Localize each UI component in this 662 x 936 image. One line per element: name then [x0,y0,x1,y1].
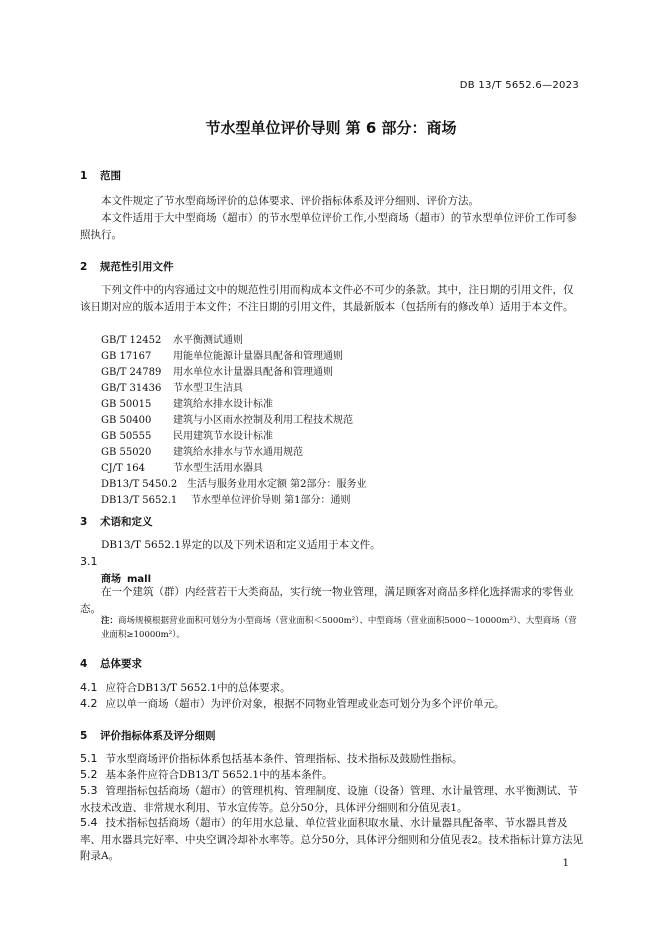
paragraph: 本文件规定了节水型商场评价的总体要求、评价指标体系及评分细则、评价方法。 [101,195,479,207]
reference-name: 建筑给水排水设计标准 [173,399,273,410]
reference-item [101,491,351,506]
section-number: 5 [80,730,88,742]
paragraph: DB13/T 5652.1界定的以及下列术语和定义适用于本文件。 [101,539,381,551]
clause-number: 5.2 [80,768,98,781]
section-title: 规范性引用文件 [100,261,174,273]
reference-name: 水平衡测试通则 [173,335,243,346]
clause-number: 4.2 [80,697,98,710]
term-chinese: 商场 [101,574,121,585]
reference-item [101,363,333,378]
section-number: 4 [80,658,88,670]
clause [80,680,585,697]
term-definition: 在一个建筑（群）内经营若干大类商品，实行统一物业管理，满足顾客对商品多样化选择需求的零售业态。 [80,586,574,615]
section-number: 2 [80,261,88,273]
clause-number: 4.1 [80,681,98,694]
section-number: 1 [80,170,88,182]
term-heading [101,570,151,585]
clause-number: 5.3 [80,784,98,797]
reference-code: DB13/T 5450.2 [101,479,178,490]
reference-name: 民用建筑节水设计标准 [173,431,273,442]
clause-number: 3.1 [80,555,98,568]
reference-item [101,395,273,410]
reference-code: DB13/T 5652.1 [101,495,178,506]
term-english: mall [127,574,152,585]
clause-text: 节水型商场评价指标体系包括基本条件、管理指标、技术指标及鼓励性指标。 [105,753,463,765]
reference-code: GB 17167 [101,351,152,362]
reference-code: GB/T 31436 [101,383,162,394]
section-heading-4 [80,656,142,671]
note-text: 商场规模根据营业面积可划分为小型商场（营业面积＜5000m²）、中型商场（营业面积5000～10000m²）、大型商场（营业面积≥10000m²）。 [101,616,577,640]
reference-item [101,475,367,490]
section-heading-5 [80,728,216,743]
clause-text: 应以单一商场（超市）为评价对象，根据不同物业管理或业态可划分为多个评价单元。 [105,698,505,710]
clause-text: 应符合DB13/T 5652.1中的总体要求。 [105,682,291,694]
reference-item [101,459,263,474]
reference-code: GB/T 12452 [101,335,162,346]
reference-name: 节水型单位评价导则 第1部分：通则 [191,495,351,506]
clause [80,783,585,816]
clause [80,696,585,713]
document-title: 节水型单位评价导则 第 6 部分：商场 [205,119,457,137]
term-number [80,554,585,571]
section-title: 总体要求 [100,658,142,670]
reference-item [101,443,303,458]
reference-name: 用能单位能源计量器具配备和管理通则 [173,351,343,362]
clause-text: 管理指标包括商场（超市）的管理机构、管理制度、设施（设备）管理、水计量管理、水平衡测试、节水技术改造、非常规水利用、节水宣传等。总分50分，具体评分细则和分值见表1。 [80,785,578,814]
page-number: 1 [562,858,569,869]
clause-text: 技术指标包括商场（超市）的年用水总量、单位营业面积取水量、水计量器具配备率、节水器具普及率、用水器具完好率、中央空调冷却补水率等。总分50分，具体评分细则和分值见表2。技术指标计算方法见附录A。 [80,817,584,862]
section-title: 术语和定义 [100,516,153,528]
clause-number: 5.1 [80,752,98,765]
reference-item [101,347,343,362]
reference-item [101,331,243,346]
reference-code: GB 50555 [101,431,152,442]
note [101,614,581,642]
section-title: 范围 [100,170,121,182]
reference-code: GB/T 24789 [101,367,162,378]
reference-item [101,411,353,426]
section-title: 评价指标体系及评分细则 [100,730,216,742]
reference-item [101,427,273,442]
reference-name: 节水型生活用水器具 [173,463,263,474]
reference-code: GB 50015 [101,399,152,410]
reference-name: 建筑与小区雨水控制及利用工程技术规范 [173,415,353,426]
section-number: 3 [80,516,88,528]
note-label: 注： [101,616,119,626]
reference-name: 生活与服务业用水定额 第2部分：服务业 [187,479,367,490]
paragraph: 下列文件中的内容通过文中的规范性引用而构成本文件必不可少的条款。其中，注日期的引用文件，仅该日期对应的版本适用于本文件；不注日期的引用文件，其最新版本（包括所有的修改单）适用于本文件。 [80,284,574,313]
reference-code: GB 55020 [101,447,152,458]
reference-name: 用水单位水计量器具配备和管理通则 [173,367,333,378]
reference-name: 建筑给水排水与节水通用规范 [173,447,303,458]
reference-name: 节水型卫生洁具 [173,383,243,394]
reference-item [101,379,243,394]
reference-code: CJ/T 164 [101,463,145,474]
clause [80,751,585,768]
section-heading-1 [80,168,121,183]
reference-code: GB 50400 [101,415,152,426]
clause [80,767,585,784]
clause-number: 5.4 [80,816,98,829]
standard-number-header: DB 13/T 5652.6—2023 [459,80,579,91]
section-heading-3 [80,514,153,529]
clause-text: 基本条件应符合DB13/T 5652.1中的基本条件。 [105,769,333,781]
section-heading-2 [80,259,174,274]
paragraph: 本文件适用于大中型商场（超市）的节水型单位评价工作,小型商场（超市）的节水型单位评价工作可参照执行。 [80,212,577,241]
clause [80,815,585,865]
